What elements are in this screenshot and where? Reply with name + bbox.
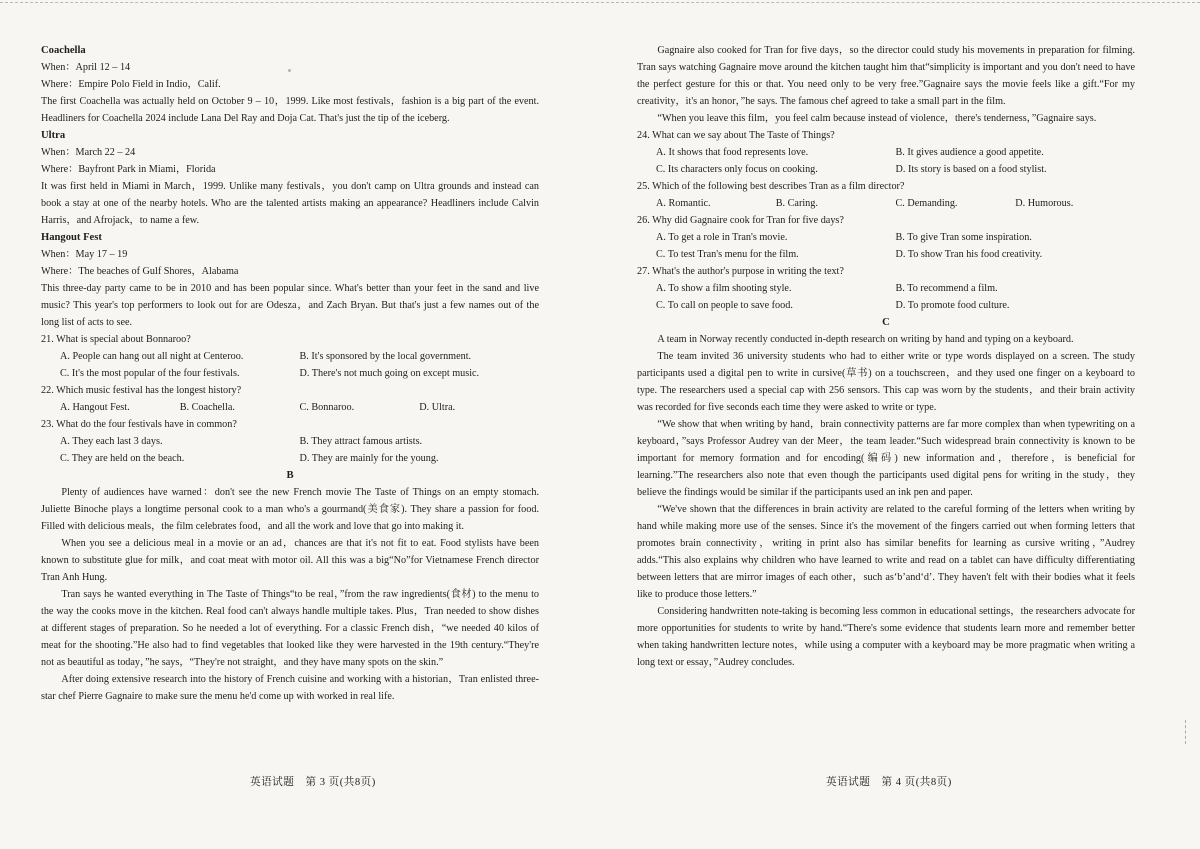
option-d: D. To show Tran his food creativity. [895,249,1043,260]
option-a: A. Hangout Fest. [60,402,130,413]
festival-description: This three-day party came to be in 2010 and has been popular since. What's better than your feet in the sand and live music? This year's top performers to look out for are Odesza，and Zach Bryan. But that's just a few names out of the long list of acts to see. [41,283,539,328]
option-b: B. To give Tran some inspiration. [895,232,1032,243]
question-23-options [41,433,539,467]
option-d: D. Its story is based on a food stylist. [895,164,1047,175]
question-22-options [41,399,539,416]
page-3-footer: 英语试题 第 3 页(共8页) [250,777,376,788]
option-c: C. Bonnaroo. [299,402,355,413]
option-c: C. To call on people to save food. [656,300,793,311]
passage-b-paragraph-3: Tran says he wanted everything in The Taste of Things“to be real，”from the raw ingredients(食材) to the menu to the way the cooks move in the kitchen. Real food can't always handle multiple takes. Plus，Tran needed to show dishes at different stages of preparation. So he needed a lot of everything. For a classic French dish，“we needed 40 kilos of meat for the shooting.”He also had to find vegetables that looked like they were harvested in the 19th century.“They're not as beautiful as today，”he says，“They're not straight，and they have many spots on the skin.” [41,589,539,668]
passage-b-paragraph-1: Plenty of audiences have warned：don't see the new French movie The Taste of Things on an empty stomach. Juliette Binoche plays a longtime personal cook to a man who's a gourmand(美食家). They share a passion for food. Filled with delicious meals，the film celebrates food，and all the work and love that go into making it. [41,487,539,532]
festival-when: When：March 22 – 24 [41,147,136,158]
question-26: 26. Why did Gagnaire cook for Tran for five days? [637,215,844,226]
question-24-options [637,144,1135,178]
passage-c-paragraph-4: “We've shown that the differences in brain activity are related to the careful forming of the letters when writing by hand while making more use of the senses. Since it's the movement of the fingers carried out when forming letters that promotes brain connectivity，writing in print also has similar benefits for learning as cursive writing，”Audrey adds.“This also explains why children who have learned to write and read on a tablet can have difficulty differentiating between letters that are mirror images of each other，such as‘b’and‘d’. They haven't felt with their bodies what it feels like to produce those letters.” [637,504,1135,600]
passage-c-paragraph-5: Considering handwritten note-taking is becoming less common in educational settings，the researchers advocate for more opportunities for students to write by hand.“There's some evidence that students learn more and remember better when taking handwritten lecture notes，while using a computer with a keyboard may be more pragmatic when writing a long text or essay，”Audrey concludes. [637,606,1135,668]
passage-b-paragraph-6: “When you leave this film，you feel calm because instead of violence，there's tenderness，”Gagnaire says. [657,113,1097,124]
question-21-options [41,348,539,382]
page-edge-mark [1185,720,1188,744]
option-d: D. To promote food culture. [895,300,1010,311]
option-b: B. Caring. [775,198,818,209]
festival-name-coachella: Coachella [41,45,86,56]
festival-name-ultra: Ultra [41,130,66,141]
festival-when: When：May 17 – 19 [41,249,128,260]
option-c: C. To test Tran's menu for the film. [656,249,799,260]
option-b: B. They attract famous artists. [299,436,423,447]
option-d: D. There's not much going on except music. [299,368,480,379]
question-22: 22. Which music festival has the longest history? [41,385,242,396]
passage-b-paragraph-2: When you see a delicious meal in a movie or an ad，chances are that it's not fit to eat. Food stylists have been known to substitute glue for milk，and coat meat with motor oil. All this was a big“No”for Vietnamese French director Tran Anh Hung. [41,538,539,583]
festival-description: The first Coachella was actually held on October 9 – 10，1999. Like most festivals，fashion is a big part of the event. Headliners for Coachella 2024 include Lana Del Ray and Doja Cat. That's just the tip of the iceberg. [41,96,539,124]
option-b: B. It gives audience a good appetite. [895,147,1044,158]
option-c: C. It's the most popular of the four festivals. [60,368,240,379]
option-a: A. People can hang out all night at Centeroo. [60,351,244,362]
festival-where: Where：Empire Polo Field in Indio，Calif. [41,79,221,90]
option-d: D. Humorous. [1015,198,1074,209]
option-c: C. Demanding. [895,198,958,209]
question-26-options [637,229,1135,263]
option-a: A. It shows that food represents love. [656,147,809,158]
option-b: B. Coachella. [179,402,235,413]
festival-name-hangout: Hangout Fest [41,232,102,243]
passage-c-paragraph-3: “We show that when writing by hand，brain connectivity patterns are far more complex than when typewriting on a keyboard，”says Professor Audrey van der Meer，the team leader.“Such widespread brain connectivity is known to be important for memory formation and for encoding(编码) new information and，therefore，is beneficial for learning.”The researchers also note that even though the participants used digital pens for writing in the study，they believe the findings would be similar if the participants used an ink pen and paper. [637,419,1135,498]
festival-when: When：April 12 – 14 [41,62,131,73]
page-3 [41,42,539,705]
page-4 [637,42,1135,671]
option-a: A. To show a film shooting style. [656,283,792,294]
festival-where: Where：The beaches of Gulf Shores，Alabama [41,266,239,277]
question-25-options [637,195,1135,212]
option-c: C. Its characters only focus on cooking. [656,164,818,175]
section-b-heading: B [286,470,294,481]
festival-where: Where：Bayfront Park in Miami，Florida [41,164,216,175]
option-d: D. They are mainly for the young. [299,453,439,464]
question-27: 27. What's the author's purpose in writing the text? [637,266,844,277]
question-23: 23. What do the four festivals have in common? [41,419,237,430]
option-a: A. To get a role in Tran's movie. [656,232,788,243]
question-21: 21. What is special about Bonnaroo? [41,334,191,345]
passage-b-paragraph-4: After doing extensive research into the history of French cuisine and working with a historian，Tran enlisted three-star chef Pierre Gagnaire to make sure the menu he'd come up with worked in real life. [41,674,539,702]
option-d: D. Ultra. [419,402,456,413]
question-25: 25. Which of the following best describes Tran as a film director? [637,181,905,192]
question-24: 24. What can we say about The Taste of Things? [637,130,835,141]
passage-b-paragraph-5: Gagnaire also cooked for Tran for five days，so the director could study his movements in preparation for filming. Tran says watching Gagnaire move around the kitchen taught him that“simplicity is important and you don't need to have the perfect gesture for this or that. You need only to be very free.”Gagnaire says the movie feels like a gift.“For my creativity，it's an honor，”he says. The famous chef agreed to take a small part in the film. [637,45,1135,107]
option-b: B. It's sponsored by the local government. [299,351,472,362]
festival-description: It was first held in Miami in March，1999. Unlike many festivals，you don't camp on Ultra grounds and instead can book a stay at one of the nearby hotels. Who are the talented artists making an appearance? Headliners include Calvin Harris，and Afrojack，to name a few. [41,181,539,226]
question-27-options [637,280,1135,314]
option-a: A. Romantic. [656,198,711,209]
section-c-heading: C [882,317,890,328]
option-b: B. To recommend a film. [895,283,998,294]
option-a: A. They each last 3 days. [60,436,163,447]
passage-c-paragraph-1: A team in Norway recently conducted in-depth research on writing by hand and typing on a keyboard. [657,334,1074,345]
passage-c-paragraph-2: The team invited 36 university students who had to either write or type words displayed on a screen. The study participants used a digital pen to write in cursive(草书) on a touchscreen，and they used one finger on a keyboard to type. The researchers used a special cap with 256 sensors. This cap was worn by the students，and their brain activity was recorded for five seconds each time they were asked to write or type. [637,351,1135,413]
option-c: C. They are held on the beach. [60,453,185,464]
page-4-footer: 英语试题 第 4 页(共8页) [826,777,952,788]
